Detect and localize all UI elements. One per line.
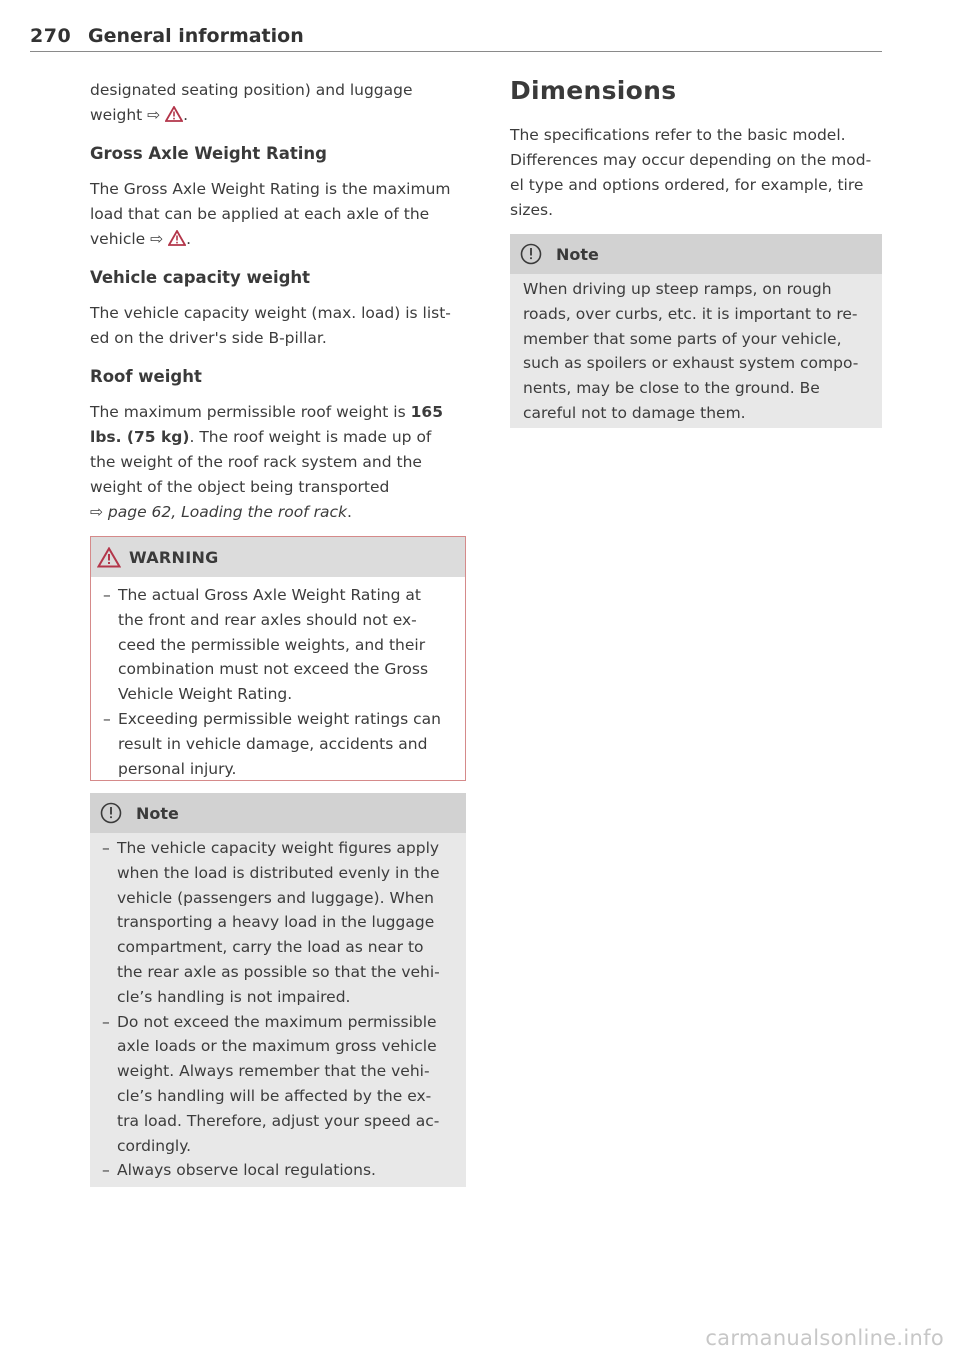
cross-reference[interactable]: vehicle ⇨ — [90, 230, 164, 248]
warning-triangle-icon — [168, 230, 186, 246]
gawr-heading: Gross Axle Weight Rating — [90, 144, 327, 163]
roof-line: weight of the object being transported — [90, 478, 390, 496]
dimensions-line: el type and options ordered, for example, tire — [510, 176, 864, 194]
note-box-right — [510, 234, 882, 428]
note-list — [90, 833, 466, 1183]
vcw-line: The vehicle capacity weight (max. load) is list- — [90, 304, 451, 322]
list-item: – Do not exceed the maximum permissible axle Ioads or the maximum gross vehicle weight. Always remember that the vehi- cle’s handling will be affected by the ex- tra load. Therefore, adjust your speed ac- cordingly. — [90, 1010, 466, 1159]
list-item: – Always observe local regulations. — [90, 1158, 466, 1183]
gawr-line: The Gross Axle Weight Rating is the maximum — [90, 180, 451, 198]
list-item: – The actual Gross Axle Weight Rating at the front and rear axles should not ex- ceed the permissible weights, and their combination must not exceed the Gross Vehicle Weight Rating. — [91, 583, 465, 707]
warning-box — [90, 536, 466, 781]
roof-line: the weight of the roof rack system and the — [90, 453, 422, 471]
info-exclamation-icon — [100, 802, 122, 824]
note-title: Note — [136, 803, 179, 823]
warning-triangle-icon — [97, 547, 121, 568]
page-reference-link[interactable]: ⇨ page 62, Loading the roof rack — [90, 503, 347, 521]
intro-line: designated seating position) and luggage — [90, 81, 413, 99]
note-title: Note — [556, 244, 599, 264]
warning-title: WARNING — [129, 547, 219, 567]
warning-list — [91, 577, 465, 781]
list-item: – Exceeding permissible weight ratings can result in vehicle damage, accidents and personal injury. — [91, 707, 465, 781]
warning-header — [91, 537, 465, 577]
note-box — [90, 793, 466, 1187]
list-item: – The vehicle capacity weight figures apply when the load is distributed evenly in the vehicle (passengers and luggage). When transporting a heavy load in the luggage compartment, carry the load as near to the rear axle as possible so that the vehi- cle’s handling is not impaired. — [90, 836, 466, 1010]
watermark: carmanualsonline.info — [705, 1326, 944, 1350]
dimensions-line: The specifications refer to the basic model. — [510, 126, 846, 144]
intro-line: weight ⇨ . — [90, 106, 189, 124]
cross-reference[interactable]: weight ⇨ — [90, 106, 161, 124]
dimensions-line: sizes. — [510, 201, 554, 219]
roof-line: The maximum permissible roof weight is 165 — [90, 403, 443, 421]
note-header — [510, 234, 882, 274]
warning-triangle-icon — [165, 106, 183, 122]
page-header — [30, 22, 882, 52]
vcw-heading: Vehicle capacity weight — [90, 268, 311, 287]
dimensions-heading: Dimensions — [510, 76, 677, 105]
gawr-line: vehicle ⇨ . — [90, 230, 191, 248]
page-number: 270 — [30, 25, 72, 47]
dimensions-line: Differences may occur depending on the mod- — [510, 151, 872, 169]
roof-line: lbs. (75 kg). The roof weight is made up of — [90, 428, 432, 446]
roof-heading: Roof weight — [90, 367, 202, 386]
note-body: When driving up steep ramps, on rough roads, over curbs, etc. it is important to re- member that some parts of your vehicle, such as spoilers or exhaust system compo- nents, may be close to the ground. Be careful not to damage them. — [523, 280, 859, 422]
vcw-line: ed on the driver's side B-pillar. — [90, 329, 327, 347]
info-exclamation-icon — [520, 243, 542, 265]
note-header — [90, 793, 466, 833]
section-title: General information — [88, 25, 304, 47]
gawr-line: load that can be applied at each axle of the — [90, 205, 430, 223]
roof-line: ⇨ page 62, Loading the roof rack. — [90, 503, 352, 521]
